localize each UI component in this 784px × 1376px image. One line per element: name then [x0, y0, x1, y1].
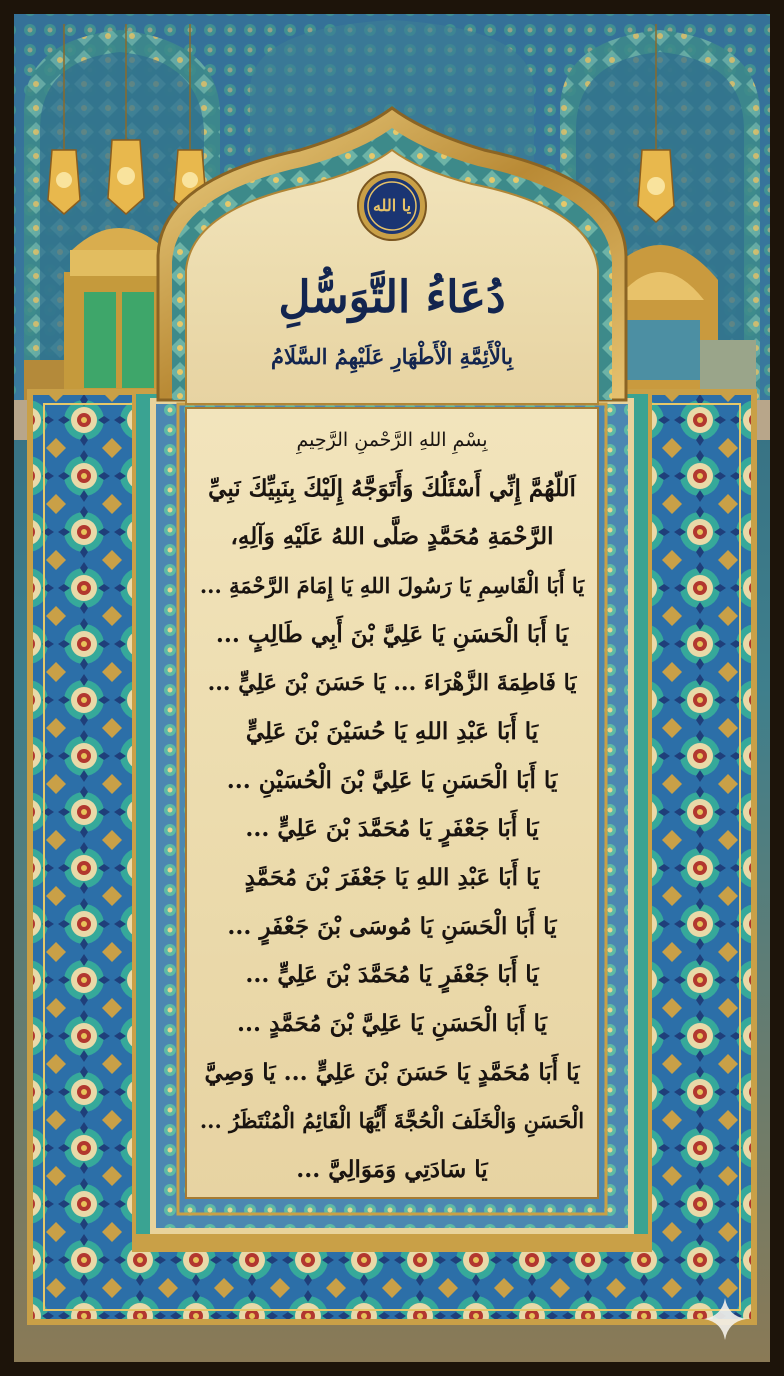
page-subtitle: بِالْأَئِمَّةِ الْأَطْهَارِ عَلَيْهِمُ السَّلَامُ: [270, 344, 514, 369]
prayer-line: يَا أَبَا الْحَسَنِ يَا عَلِيَّ بْنَ الْحُسَيْنِ ...: [226, 766, 558, 794]
prayer-line: الرَّحْمَةِ مُحَمَّدٍ صَلَّى اللهُ عَلَيْهِ وَآلِهِ،: [230, 523, 554, 551]
sparkle-icon: [702, 1296, 748, 1342]
prayer-line: يَا أَبَا جَعْفَرٍ يَا مُحَمَّدَ بْنَ عَلِيٍّ ...: [245, 961, 539, 989]
prayer-line: يَا أَبَا مُحَمَّدٍ يَا حَسَنَ بْنَ عَلِيٍّ ... يَا وَصِيَّ: [204, 1058, 580, 1086]
prayer-line: يَا أَبَا الْحَسَنِ يَا عَلِيَّ بْنَ أَبِي طَالِبٍ ...: [215, 620, 569, 648]
prayer-line: يَا أَبَا الْقَاسِمِ يَا رَسُولَ اللهِ يَا إِمَامَ الرَّحْمَةِ ...: [199, 572, 585, 598]
prayer-line: يَا فَاطِمَةَ الزَّهْرَاءَ ... يَا حَسَنَ بْنَ عَلِيٍّ ...: [207, 670, 577, 697]
prayer-line: يَا أَبَا جَعْفَرٍ يَا مُحَمَّدَ بْنَ عَلِيٍّ ...: [245, 815, 539, 843]
prayer-line: يَا أَبَا الْحَسَنِ يَا عَلِيَّ بْنَ مُحَمَّدٍ ...: [237, 1009, 547, 1037]
page-title: دُعَاءُ التَّوَسُّلِ: [278, 272, 506, 323]
medallion-text: يا الله: [372, 196, 412, 215]
prayer-line: يَا أَبَا عَبْدِ اللهِ يَا جَعْفَرَ بْنَ مُحَمَّدٍ: [244, 863, 540, 891]
prayer-line: يَا أَبَا الْحَسَنِ يَا مُوسَى بْنَ جَعْفَرٍ ...: [227, 912, 557, 940]
prayer-line: بِسْمِ اللهِ الرَّحْمنِ الرَّحِيمِ: [296, 429, 488, 451]
prayer-text: [200, 420, 584, 1190]
prayer-line: الْحَسَنِ وَالْخَلَفَ الْحُجَّةَ أَيُّهَا الْقَائِمُ الْمُنْتَظَرُ ...: [199, 1108, 585, 1134]
prayer-line: اَللّهُمَّ إِنِّي أَسْئَلُكَ وَأَتَوَجَّهُ إِلَيْكَ بِنَبِيِّكَ نَبِيِّ: [208, 474, 576, 502]
prayer-line: يَا أَبَا عَبْدِ اللهِ يَا حُسَيْنَ بْنَ عَلِيٍّ: [245, 717, 539, 745]
prayer-line: يَا سَادَتِي وَمَوَالِيَّ ...: [296, 1155, 488, 1183]
